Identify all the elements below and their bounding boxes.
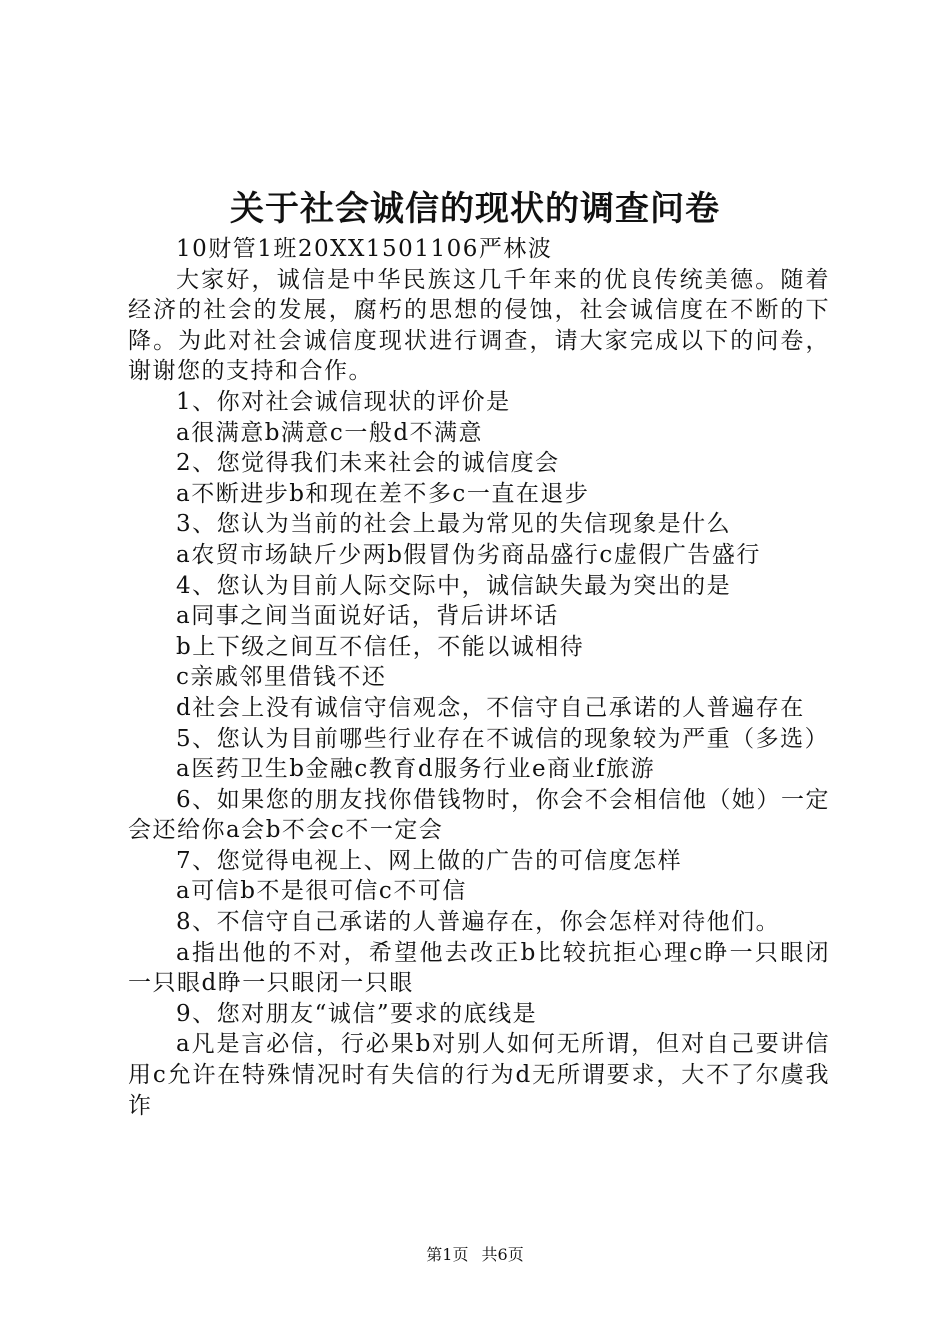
question-3: 3、您认为当前的社会上最为常见的失信现象是什么 bbox=[176, 511, 732, 538]
question-8: 8、不信守自己承诺的人普遍存在，你会怎样对待他们。 bbox=[176, 909, 781, 936]
option-4b: b上下级之间互不信任，不能以诚相待 bbox=[176, 633, 585, 660]
question-4: 4、您认为目前人际交际中，诚信缺失最为突出的是 bbox=[176, 572, 732, 599]
question-1: 1、你对社会诚信现状的评价是 bbox=[176, 388, 511, 415]
question-5: 5、您认为目前哪些行业存在不诚信的现象较为严重（多选） bbox=[176, 725, 830, 752]
question-9: 9、您对朋友“诚信”要求的底线是 bbox=[176, 1000, 538, 1027]
options-5: a医药卫生b金融c教育d服务行业e商业f旅游 bbox=[176, 756, 656, 783]
options-2: a不断进步b和现在差不多c一直在退步 bbox=[176, 480, 590, 507]
question-7: 7、您觉得电视上、网上做的广告的可信度怎样 bbox=[176, 847, 683, 874]
question-6: 6、如果您的朋友找你借钱物时，你会不会相信他（她）一定会还给你a会b不会c不一定会 bbox=[128, 786, 830, 844]
author-line: 10财管1班20XX1501106严林波 bbox=[176, 236, 553, 262]
options-9: a凡是言必信，行必果b对别人如何无所谓，但对自己要讲信用c允许在特殊情况时有失信的行为d无所谓要求，大不了尔虞我诈 bbox=[128, 1031, 830, 1119]
options-3: a农贸市场缺斤少两b假冒伪劣商品盛行c虚假广告盛行 bbox=[176, 541, 761, 568]
page-footer bbox=[0, 1244, 950, 1266]
document-title: 关于社会诚信的现状的调查问卷 bbox=[230, 189, 720, 229]
document-body bbox=[128, 234, 830, 1121]
options-7: a可信b不是很可信c不可信 bbox=[176, 878, 467, 905]
page-total: 共6页 bbox=[481, 1245, 524, 1264]
option-4d: d社会上没有诚信守信观念，不信守自己承诺的人普遍存在 bbox=[176, 694, 805, 721]
options-8: a指出他的不对，希望他去改正b比较抗拒心理c睁一只眼闭一只眼d睁一只眼闭一只眼 bbox=[128, 939, 830, 997]
page-number: 第1页 bbox=[426, 1245, 469, 1264]
option-4c: c亲戚邻里借钱不还 bbox=[176, 664, 387, 691]
options-1: a很满意b满意c一般d不满意 bbox=[176, 419, 484, 446]
question-2: 2、您觉得我们未来社会的诚信度会 bbox=[176, 450, 560, 477]
option-4a: a同事之间当面说好话，背后讲坏话 bbox=[176, 603, 559, 630]
intro-paragraph: 大家好，诚信是中华民族这几千年来的优良传统美德。随着经济的社会的发展，腐朽的思想的侵蚀，社会诚信度在不断的下降。为此对社会诚信度现状进行调查，请大家完成以下的问卷，谢谢您的支持和合作。 bbox=[128, 266, 830, 385]
